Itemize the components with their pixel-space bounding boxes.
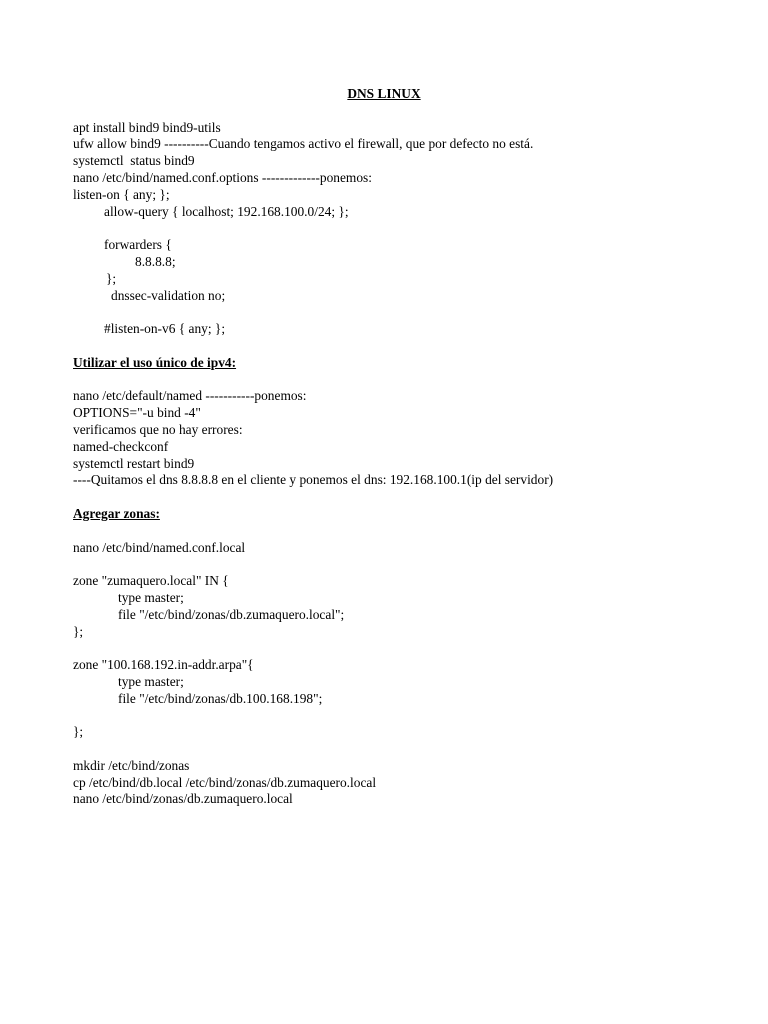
blank-line <box>73 338 713 355</box>
text-line: systemctl restart bind9 <box>73 455 195 471</box>
blank-line <box>73 220 713 237</box>
text-line: nano /etc/bind/named.conf.options -------------ponemos: <box>73 169 372 185</box>
blank-line <box>73 523 713 540</box>
text-line: }; <box>73 623 84 639</box>
text-line: cp /etc/bind/db.local /etc/bind/zonas/db.zumaquero.local <box>73 774 377 790</box>
text-line: zone "zumaquero.local" IN { <box>73 573 229 589</box>
text-line: 8.8.8.8; <box>135 253 176 269</box>
text-line: mkdir /etc/bind/zonas <box>73 757 190 773</box>
document-title: DNS LINUX <box>347 86 421 101</box>
text-line: ufw allow bind9 ----------Cuando tengamos activo el firewall, que por defecto no está. <box>73 136 534 152</box>
text-line: named-checkconf <box>73 438 169 454</box>
text-line: dnssec-validation no; <box>111 287 226 303</box>
blank-line <box>73 489 713 506</box>
text-line: }; <box>73 724 84 740</box>
text-line: type master; <box>118 589 184 605</box>
blank-line <box>73 103 713 120</box>
blank-line <box>73 556 713 573</box>
text-line: forwarders { <box>104 237 172 253</box>
blank-line <box>73 372 713 389</box>
text-line: file "/etc/bind/zonas/db.100.168.198"; <box>118 690 323 706</box>
text-line: verificamos que no hay errores: <box>73 421 243 437</box>
text-line: #listen-on-v6 { any; }; <box>104 321 226 337</box>
text-line: nano /etc/bind/zonas/db.zumaquero.local <box>73 791 293 807</box>
text-line: nano /etc/default/named -----------ponemos: <box>73 388 307 404</box>
blank-line <box>73 304 713 321</box>
blank-line <box>73 741 713 758</box>
text-line: file "/etc/bind/zonas/db.zumaquero.local"; <box>118 606 345 622</box>
blank-line <box>73 707 713 724</box>
section-heading-zonas: Agregar zonas: <box>73 505 160 521</box>
text-line: ----Quitamos el dns 8.8.8.8 en el cliente y ponemos el dns: 192.168.100.1(ip del servidor) <box>73 472 554 488</box>
text-line: zone "100.168.192.in-addr.arpa"{ <box>73 657 254 673</box>
section-heading-ipv4: Utilizar el uso único de ipv4: <box>73 354 237 370</box>
text-line: apt install bind9 bind9-utils <box>73 119 221 135</box>
document-page <box>73 86 713 808</box>
text-line: listen-on { any; }; <box>73 186 170 202</box>
blank-line <box>73 640 713 657</box>
text-line: }; <box>106 270 117 286</box>
text-line: type master; <box>118 673 184 689</box>
text-line: systemctl status bind9 <box>73 153 195 169</box>
text-line: OPTIONS="-u bind -4" <box>73 405 201 421</box>
text-line: nano /etc/bind/named.conf.local <box>73 539 246 555</box>
text-line: allow-query { localhost; 192.168.100.0/24; }; <box>104 203 349 219</box>
